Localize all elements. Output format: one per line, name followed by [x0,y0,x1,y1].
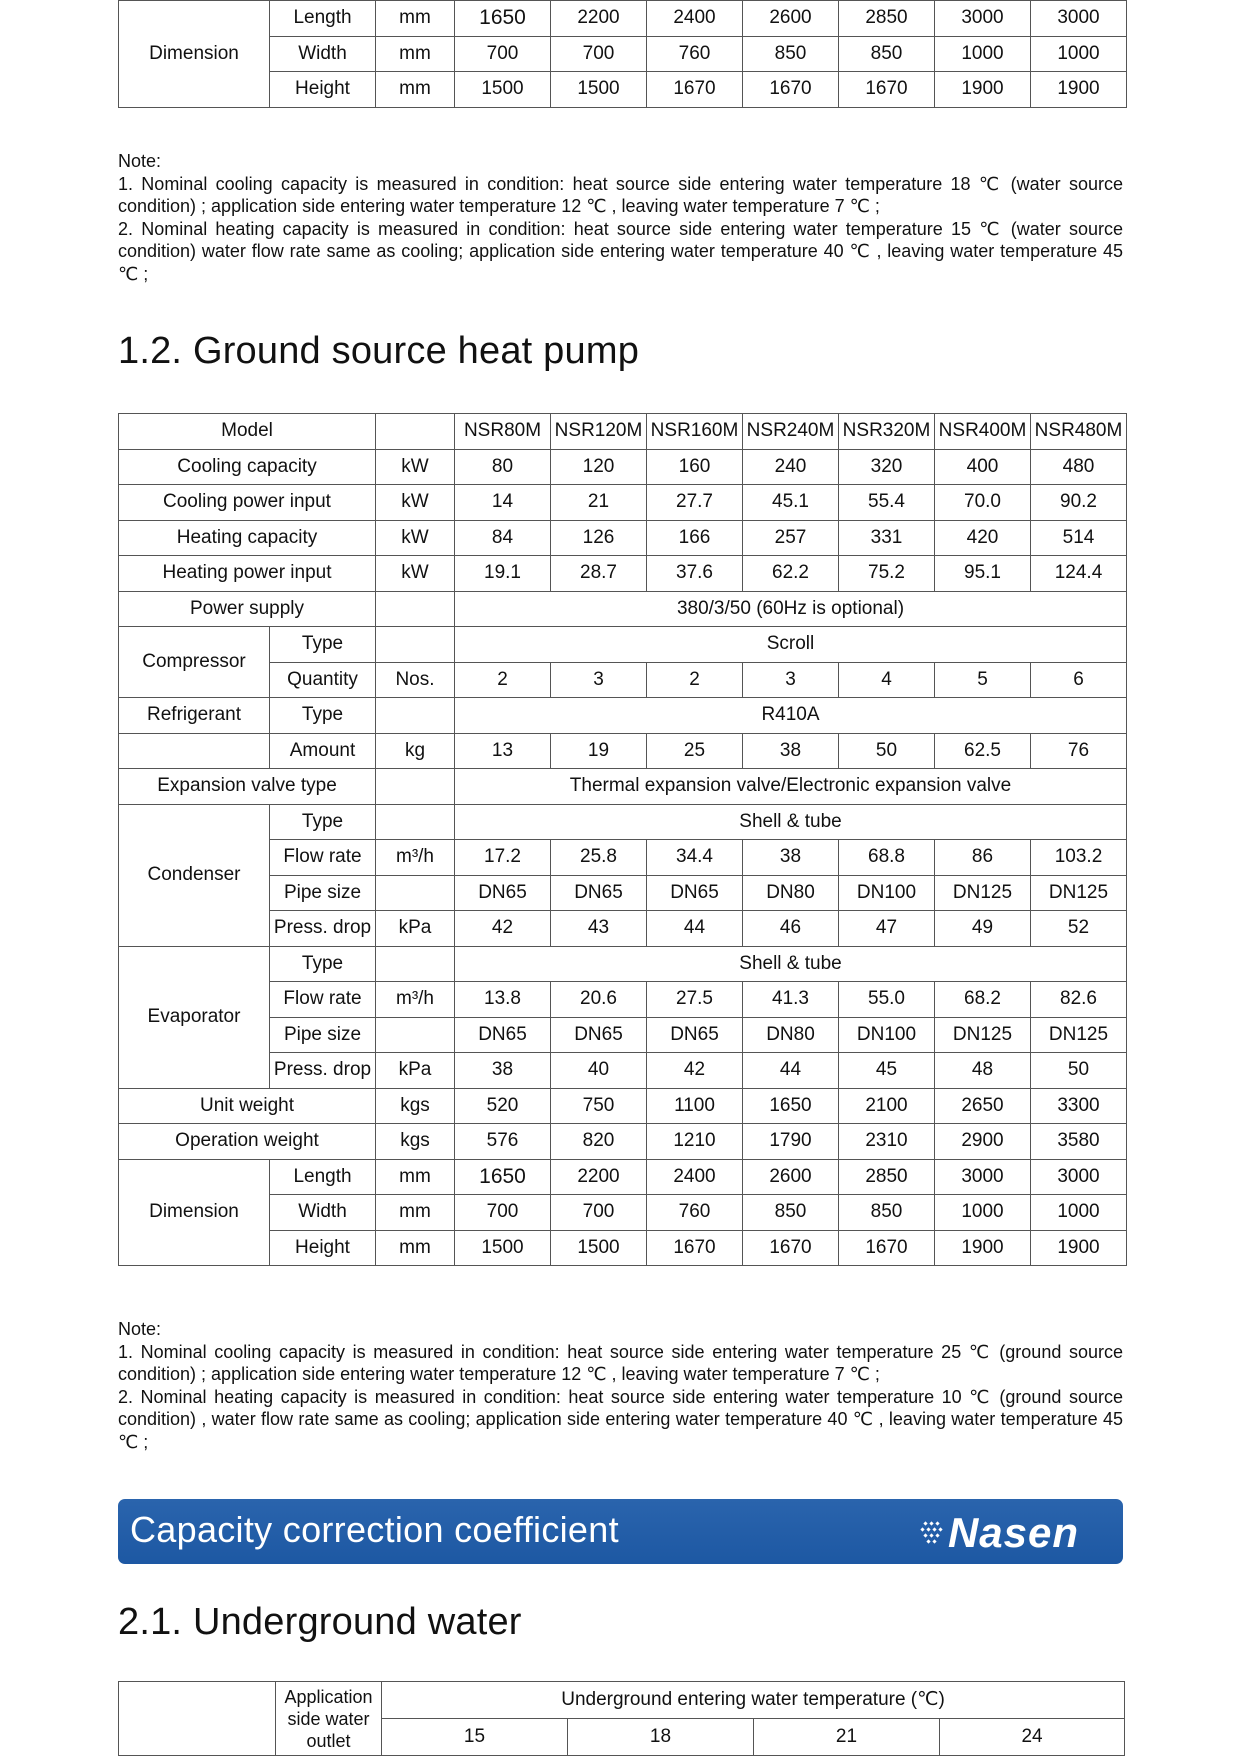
unit-cell: mm [376,1,455,37]
value-cell: 70.0 [935,485,1031,521]
entering-temp-header: Underground entering water temperature (℃) [382,1682,1125,1719]
unit-cell: kW [376,520,455,556]
unit-weight-label: Unit weight [119,1088,376,1124]
model-name: NSR240M [743,414,839,450]
value-cell: 2600 [743,1159,839,1195]
app-side-outlet-label: Application side water outlet [276,1682,382,1756]
sub-label: Quantity [270,662,376,698]
unit-cell: kW [376,556,455,592]
value-cell: 25.8 [551,840,647,876]
dimension-label: Dimension [119,1159,270,1266]
blank-cell [376,698,455,734]
value-cell: 6 [1031,662,1127,698]
temp-cell: 24 [940,1719,1125,1756]
value-cell: DN65 [455,1017,551,1053]
value-cell: 76 [1031,733,1127,769]
unit-cell: kgs [376,1124,455,1160]
temp-cell: 15 [382,1719,568,1756]
blank-cell [376,875,455,911]
value-cell: 103.2 [1031,840,1127,876]
dimension-row [119,1159,1127,1195]
value-cell: 1790 [743,1124,839,1160]
compressor-quantity-row [119,662,1127,698]
value-cell: 240 [743,449,839,485]
blank-cell [119,1682,276,1719]
value-cell: 700 [551,1195,647,1231]
refrigerant-type-row [119,698,1127,734]
value-cell: 45 [839,1053,935,1089]
unit-cell: mm [376,1195,455,1231]
unit-cell: mm [376,1159,455,1195]
value-cell: 2310 [839,1124,935,1160]
note-line-heating: 2. Nominal heating capacity is measured in condition: heat source side entering water temperature 10 ℃ (ground source condition) , water flow rate same as cooling; application side entering water temperature 40 ℃ , leaving water temperature 45 ℃ ; [118,1386,1123,1452]
power-supply-label: Power supply [119,591,376,627]
value-cell: 1900 [935,1230,1031,1266]
value-cell: 47 [839,911,935,947]
value-cell: 2 [455,662,551,698]
value-cell: DN65 [551,875,647,911]
power-supply-row [119,591,1127,627]
value-cell: 50 [1031,1053,1127,1089]
heating-capacity-label: Heating capacity [119,520,376,556]
ground-source-note [118,1318,1123,1453]
value-cell: DN65 [647,875,743,911]
value-cell: 2400 [647,1159,743,1195]
cooling-capacity-label: Cooling capacity [119,449,376,485]
value-cell: 62.5 [935,733,1031,769]
condenser-type-row [119,804,1127,840]
unit-cell: kPa [376,1053,455,1089]
sub-label: Length [270,1,376,37]
value-cell: 257 [743,520,839,556]
cooling-power-input-row [119,485,1127,521]
temp-cell: 18 [568,1719,754,1756]
expansion-valve-label: Expansion valve type [119,769,376,805]
heating-power-input-row [119,556,1127,592]
value-cell: 820 [551,1124,647,1160]
unit-cell: kgs [376,1088,455,1124]
dimension-row [119,1230,1127,1266]
compressor-type-value: Scroll [455,627,1127,663]
unit-cell: mm [376,1230,455,1266]
value-cell: 1900 [1031,1230,1127,1266]
sub-label: Type [270,946,376,982]
value-cell: DN80 [743,1017,839,1053]
value-cell: 1900 [1031,72,1127,108]
temp-cell: 21 [754,1719,940,1756]
value-cell: 38 [743,733,839,769]
value-cell: 126 [551,520,647,556]
value-cell: 84 [455,520,551,556]
value-cell: 850 [743,36,839,72]
dimension-row [119,36,1127,72]
note-title: Note: [118,151,162,171]
value-cell: 28.7 [551,556,647,592]
dimension-label: Dimension [119,1,270,108]
model-label: Model [119,414,376,450]
value-cell: 850 [839,1195,935,1231]
value-cell: 166 [647,520,743,556]
value-cell: 42 [455,911,551,947]
value-cell: 1500 [455,72,551,108]
blank-cell [119,733,270,769]
condenser-label: Condenser [119,804,270,946]
model-name: NSR160M [647,414,743,450]
value-cell: 27.7 [647,485,743,521]
value-cell: 1670 [647,1230,743,1266]
model-name: NSR400M [935,414,1031,450]
unit-cell: kW [376,485,455,521]
expansion-valve-row [119,769,1127,805]
sub-label: Height [270,1230,376,1266]
sub-label: Pipe size [270,1017,376,1053]
unit-cell: Nos. [376,662,455,698]
sub-label: Height [270,72,376,108]
value-cell: 1000 [935,1195,1031,1231]
model-header-row [119,414,1127,450]
value-cell: 2 [647,662,743,698]
value-cell: 49 [935,911,1031,947]
dimension-row [119,1,1127,37]
value-cell: 2400 [647,1,743,37]
value-cell: 43 [551,911,647,947]
sub-label: Type [270,698,376,734]
unit-cell: kW [376,449,455,485]
sub-label: Press. drop [270,911,376,947]
value-cell: 82.6 [1031,982,1127,1018]
cooling-capacity-row [119,449,1127,485]
value-cell: 1670 [743,72,839,108]
compressor-label: Compressor [119,627,270,698]
value-cell: 3 [551,662,647,698]
value-cell: 44 [743,1053,839,1089]
evaporator-type-value: Shell & tube [455,946,1127,982]
blank-cell [119,1719,276,1756]
value-cell: 90.2 [1031,485,1127,521]
value-cell: 48 [935,1053,1031,1089]
blank-cell [376,804,455,840]
value-cell: 3 [743,662,839,698]
value-cell: 1670 [647,72,743,108]
value-cell: 38 [455,1053,551,1089]
value-cell: 700 [455,1195,551,1231]
value-cell: 160 [647,449,743,485]
dimension-row [119,72,1127,108]
blank-cell [376,1017,455,1053]
value-cell: 37.6 [647,556,743,592]
value-cell: 320 [839,449,935,485]
blank-cell [376,769,455,805]
value-cell: 2850 [839,1159,935,1195]
evaporator-pipe-row [119,1017,1127,1053]
power-supply-value: 380/3/50 (60Hz is optional) [455,591,1127,627]
value-cell: 1000 [1031,36,1127,72]
value-cell: 40 [551,1053,647,1089]
brand-name: Nasen [947,1509,1079,1556]
value-cell: 27.5 [647,982,743,1018]
value-cell: 1500 [551,72,647,108]
value-cell: DN125 [1031,875,1127,911]
model-name: NSR80M [455,414,551,450]
value-cell: DN100 [839,875,935,911]
value-cell: 21 [551,485,647,521]
value-cell: 25 [647,733,743,769]
value-cell: 750 [551,1088,647,1124]
sub-label: Type [270,804,376,840]
operation-weight-row [119,1124,1127,1160]
value-cell: 42 [647,1053,743,1089]
sub-label: Width [270,1195,376,1231]
water-source-dimension-table [118,0,1127,108]
refrigerant-label: Refrigerant [119,698,270,734]
value-cell: 400 [935,449,1031,485]
evaporator-type-row [119,946,1127,982]
value-cell: DN125 [935,875,1031,911]
value-cell: 52 [1031,911,1127,947]
unit-cell: m³/h [376,840,455,876]
expansion-valve-value: Thermal expansion valve/Electronic expansion valve [455,769,1127,805]
blank-cell [376,414,455,450]
note-line-cooling: 1. Nominal cooling capacity is measured in condition: heat source side entering water temperature 25 ℃ (ground source condition) ; application side entering water temperature 12 ℃ , leaving water temperature 7 ℃ ; [118,1341,1123,1384]
value-cell: 700 [551,36,647,72]
value-cell: 2200 [551,1159,647,1195]
section-heading-ground-source: 1.2. Ground source heat pump [118,330,640,372]
cooling-power-input-label: Cooling power input [119,485,376,521]
value-cell: 2200 [551,1,647,37]
value-cell: 1000 [935,36,1031,72]
value-cell: 20.6 [551,982,647,1018]
value-cell: 1670 [743,1230,839,1266]
condenser-type-value: Shell & tube [455,804,1127,840]
note-line-cooling: 1. Nominal cooling capacity is measured in condition: heat source side entering water temperature 18 ℃ (water source condition) ; application side entering water temperature 12 ℃ , leaving water temperature 7 ℃ ; [118,173,1123,216]
sub-label: Width [270,36,376,72]
value-cell: 41.3 [743,982,839,1018]
value-cell: 4 [839,662,935,698]
value-cell: 1650 [455,1,551,37]
value-cell: 700 [455,36,551,72]
value-cell: 34.4 [647,840,743,876]
value-cell: DN65 [551,1017,647,1053]
brand-logo [918,1509,1079,1557]
value-cell: 1210 [647,1124,743,1160]
value-cell: 850 [743,1195,839,1231]
sub-label: Amount [270,733,376,769]
value-cell: 1100 [647,1088,743,1124]
value-cell: 1650 [455,1159,551,1195]
value-cell: 19 [551,733,647,769]
value-cell: DN125 [935,1017,1031,1053]
blank-cell [376,627,455,663]
blank-cell [376,946,455,982]
value-cell: 3580 [1031,1124,1127,1160]
value-cell: 14 [455,485,551,521]
value-cell: 75.2 [839,556,935,592]
value-cell: 120 [551,449,647,485]
heating-capacity-row [119,520,1127,556]
value-cell: 1650 [743,1088,839,1124]
value-cell: 124.4 [1031,556,1127,592]
model-name: NSR320M [839,414,935,450]
value-cell: 95.1 [935,556,1031,592]
value-cell: 331 [839,520,935,556]
value-cell: 520 [455,1088,551,1124]
value-cell: 80 [455,449,551,485]
value-cell: 1500 [455,1230,551,1266]
value-cell: 45.1 [743,485,839,521]
value-cell: 86 [935,840,1031,876]
sub-label: Press. drop [270,1053,376,1089]
value-cell: 2600 [743,1,839,37]
value-cell: 1670 [839,1230,935,1266]
value-cell: 2900 [935,1124,1031,1160]
compressor-type-row [119,627,1127,663]
value-cell: 13.8 [455,982,551,1018]
value-cell: 19.1 [455,556,551,592]
unit-cell: mm [376,36,455,72]
value-cell: 3300 [1031,1088,1127,1124]
unit-cell: kPa [376,911,455,947]
sub-label: Pipe size [270,875,376,911]
condenser-pipe-row [119,875,1127,911]
evaporator-flow-row [119,982,1127,1018]
value-cell: DN65 [647,1017,743,1053]
unit-cell: m³/h [376,982,455,1018]
value-cell: 38 [743,840,839,876]
section-banner [118,1499,1123,1564]
value-cell: 514 [1031,520,1127,556]
value-cell: 68.2 [935,982,1031,1018]
value-cell: 3000 [1031,1,1127,37]
operation-weight-label: Operation weight [119,1124,376,1160]
value-cell: 2650 [935,1088,1031,1124]
value-cell: 1500 [551,1230,647,1266]
evaporator-drop-row [119,1053,1127,1089]
evaporator-label: Evaporator [119,946,270,1088]
value-cell: DN125 [1031,1017,1127,1053]
value-cell: 13 [455,733,551,769]
value-cell: 3000 [1031,1159,1127,1195]
value-cell: 1670 [839,72,935,108]
sub-label: Type [270,627,376,663]
value-cell: 576 [455,1124,551,1160]
value-cell: 1900 [935,72,1031,108]
value-cell: 2100 [839,1088,935,1124]
banner-title: Capacity correction coefficient [130,1509,619,1550]
value-cell: DN100 [839,1017,935,1053]
value-cell: 55.4 [839,485,935,521]
refrigerant-amount-row [119,733,1127,769]
value-cell: 3000 [935,1159,1031,1195]
value-cell: 1000 [1031,1195,1127,1231]
note-title: Note: [118,1319,162,1339]
refrigerant-type-value: R410A [455,698,1127,734]
section-heading-underground-water: 2.1. Underground water [118,1601,522,1643]
sub-label: Flow rate [270,982,376,1018]
value-cell: 68.8 [839,840,935,876]
dimension-row [119,1195,1127,1231]
water-source-note [118,150,1123,285]
value-cell: 46 [743,911,839,947]
value-cell: 44 [647,911,743,947]
unit-cell: mm [376,72,455,108]
value-cell: 760 [647,1195,743,1231]
model-name: NSR480M [1031,414,1127,450]
value-cell: 50 [839,733,935,769]
value-cell: 2850 [839,1,935,37]
heating-power-input-label: Heating power input [119,556,376,592]
underground-water-table [118,1681,1125,1756]
sub-label: Length [270,1159,376,1195]
condenser-drop-row [119,911,1127,947]
value-cell: DN65 [455,875,551,911]
unit-cell: kg [376,733,455,769]
model-name: NSR120M [551,414,647,450]
value-cell: 760 [647,36,743,72]
value-cell: 420 [935,520,1031,556]
blank-cell [376,591,455,627]
value-cell: 850 [839,36,935,72]
value-cell: 3000 [935,1,1031,37]
value-cell: 480 [1031,449,1127,485]
value-cell: 62.2 [743,556,839,592]
value-cell: 5 [935,662,1031,698]
note-line-heating: 2. Nominal heating capacity is measured in condition: heat source side entering water temperature 15 ℃ (water source condition) water flow rate same as cooling; application side entering water temperature 40 ℃ , leaving water temperature 45 ℃ ; [118,218,1123,284]
ground-source-spec-table [118,413,1127,1266]
sub-label: Flow rate [270,840,376,876]
value-cell: DN80 [743,875,839,911]
value-cell: 17.2 [455,840,551,876]
value-cell: 55.0 [839,982,935,1018]
unit-weight-row [119,1088,1127,1124]
condenser-flow-row [119,840,1127,876]
